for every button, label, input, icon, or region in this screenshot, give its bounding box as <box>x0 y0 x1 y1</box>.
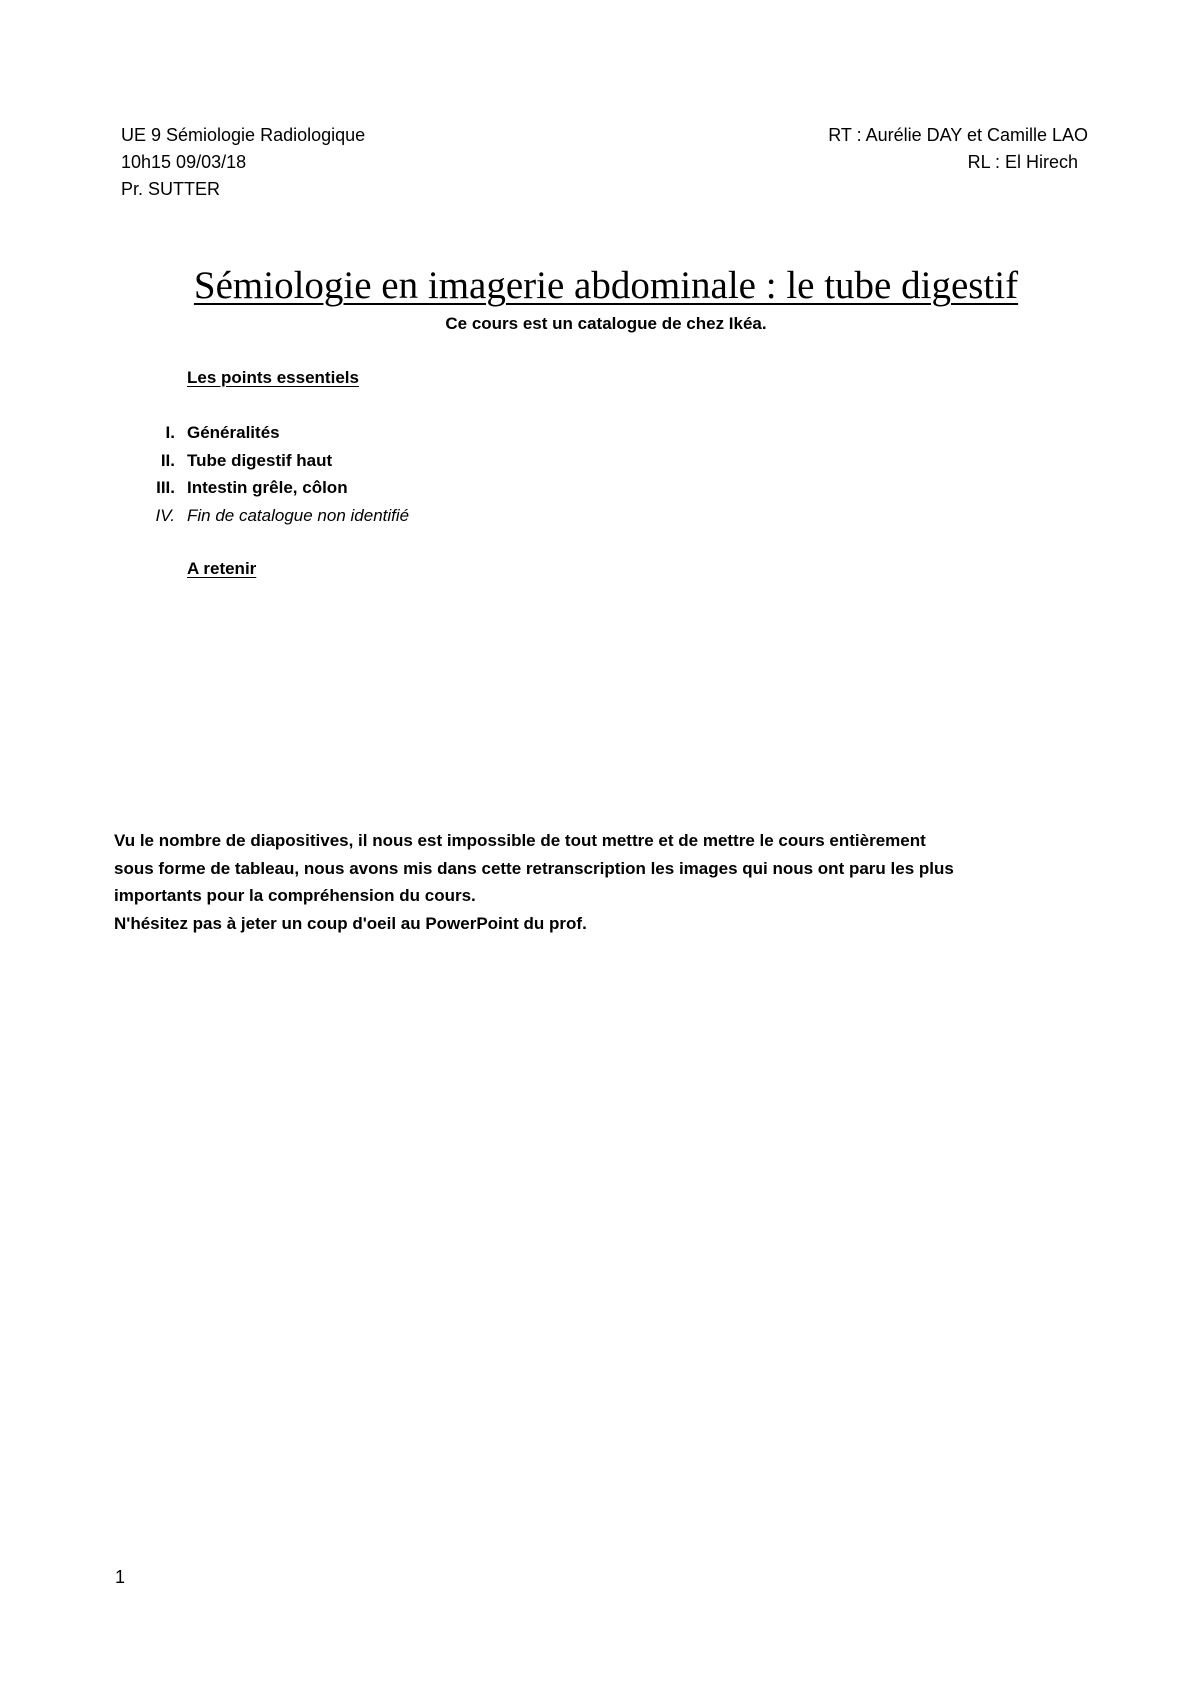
body-line: sous forme de tableau, nous avons mis dans cette retranscription les images qui nous ont paru les plus <box>114 858 954 878</box>
toc-item-label: Fin de catalogue non identifié <box>187 505 410 525</box>
proofreader: RL : El Hirech <box>967 152 1078 172</box>
essentials-heading: Les points essentiels <box>187 368 359 387</box>
body-line: importants pour la compréhension du cours. <box>114 886 476 905</box>
toc-item-number: III. <box>156 478 175 497</box>
course-date-time: 10h15 09/03/18 <box>121 152 247 172</box>
toc-item-label: Intestin grêle, côlon <box>187 478 348 497</box>
toc-item-number: I. <box>165 423 175 442</box>
professor-name: Pr. SUTTER <box>121 179 221 199</box>
body-paragraph <box>114 827 1094 937</box>
toc-item-label: Généralités <box>187 423 280 442</box>
header-left-block <box>121 122 365 203</box>
toc-item-number: II. <box>160 450 175 470</box>
document-title: Sémiologie en imagerie abdominale : le tube digestif <box>193 264 1019 307</box>
page-number: 1 <box>115 1567 126 1587</box>
retain-heading: A retenir <box>187 559 257 578</box>
transcribers: RT : Aurélie DAY et Camille LAO <box>828 125 1088 145</box>
body-line: N'hésitez pas à jeter un coup d'oeil au PowerPoint du prof. <box>114 913 587 933</box>
header-right-block <box>828 122 1088 176</box>
body-line: Vu le nombre de diapositives, il nous est impossible de tout mettre et de mettre le cours entièrement <box>114 831 926 850</box>
document-subtitle: Ce cours est un catalogue de chez Ikéa. <box>445 314 767 333</box>
toc-item-label: Tube digestif haut <box>187 450 333 470</box>
course-unit: UE 9 Sémiologie Radiologique <box>121 125 366 145</box>
toc-item-number: IV. <box>155 505 175 525</box>
